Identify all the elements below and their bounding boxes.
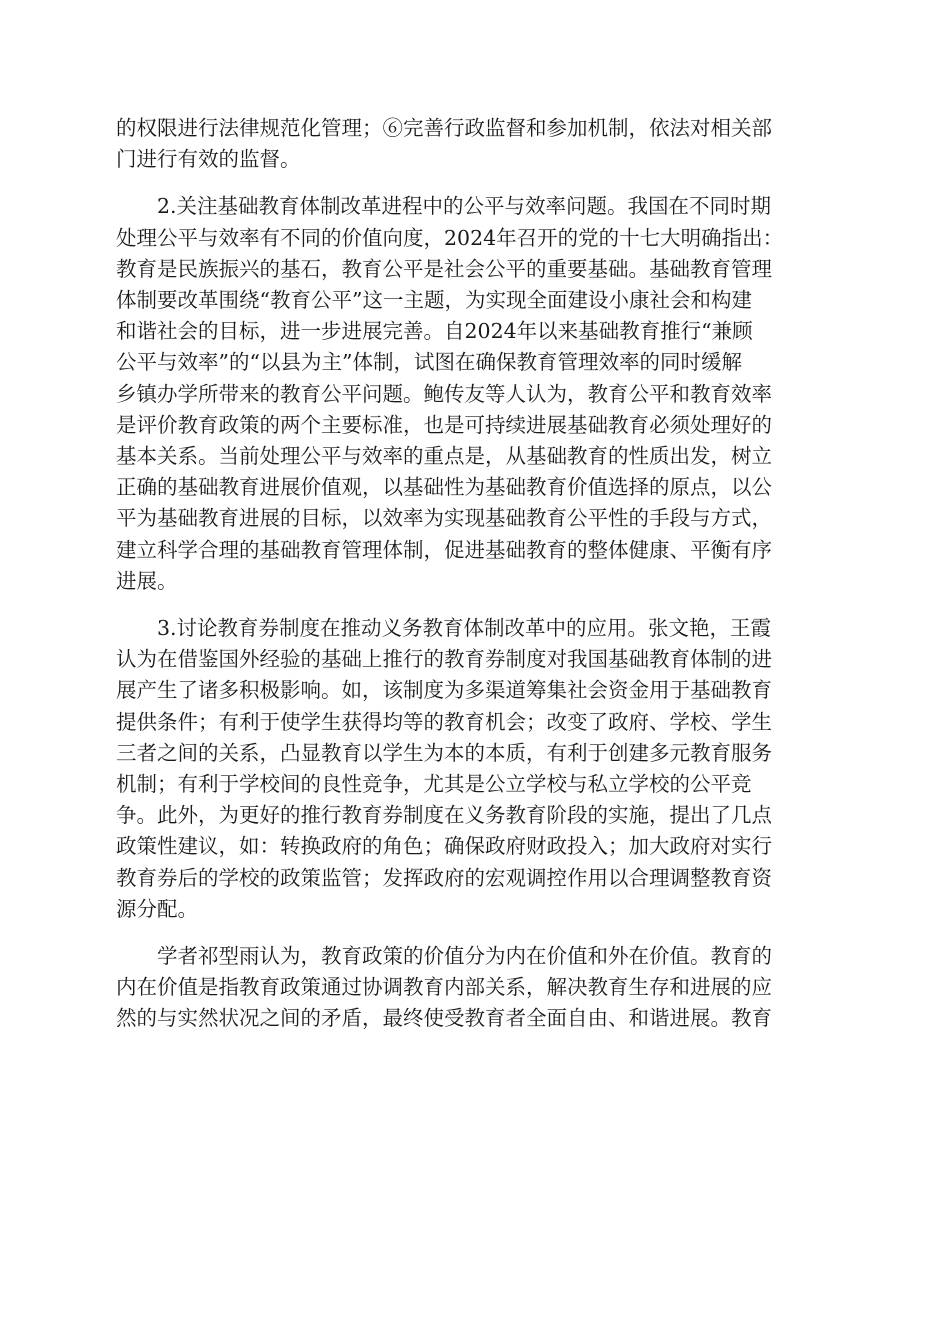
text-line: 公平与效率”的“以县为主”体制，试图在确保教育管理效率的同时缓解 [116, 350, 742, 375]
paragraph-value [116, 941, 832, 1035]
text-line: 政策性建议，如：转换政府的角色；确保政府财政投入；加大政府对实行 [116, 834, 772, 859]
text-line: 是评价教育政策的两个主要标准，也是可持续进展基础教育必须处理好的 [116, 412, 772, 437]
text-line: 三者之间的关系，凸显教育以学生为本的本质，有利于创建多元教育服务 [116, 740, 772, 765]
text-line: 教育券后的学校的政策监管；发挥政府的宏观调控作用以合理调整教育资 [116, 865, 772, 890]
text-line: 争。此外，为更好的推行教育券制度在义务教育阶段的实施，提出了几点 [116, 803, 772, 828]
text-line: 提供条件；有利于使学生获得均等的教育机会；改变了政府、学校、学生 [116, 709, 772, 734]
text-line: 体制要改革围绕“教育公平”这一主题，为实现全面建设小康社会和构建 [116, 288, 752, 313]
document-page [116, 113, 832, 1051]
text-line: 的权限进行法律规范化管理；⑥完善行政监督和参加机制，依法对相关部 [116, 116, 772, 140]
text-line: 乡镇办学所带来的教育公平问题。鲍传友等人认为，教育公平和教育效率 [116, 381, 772, 406]
text-line: 2.关注基础教育体制改革进程中的公平与效率问题。我国在不同时期 [157, 194, 772, 219]
text-line: 正确的基础教育进展价值观，以基础性为基础教育价值选择的原点，以公 [116, 475, 772, 500]
text-line: 展产生了诸多积极影响。如，该制度为多渠道筹集社会资金用于基础教育 [116, 678, 772, 703]
text-line: 门进行有效的监督。 [116, 147, 301, 172]
text-line: 平为基础教育进展的目标，以效率为实现基础教育公平性的手段与方式， [116, 506, 772, 531]
text-line: 处理公平与效率有不同的价值向度，2024年召开的党的十七大明确指出： [116, 225, 784, 250]
text-line: 进展。 [116, 568, 178, 593]
text-line: 源分配。 [116, 896, 198, 921]
text-line: 教育是民族振兴的基石，教育公平是社会公平的重要基础。基础教育管理 [116, 256, 772, 281]
text-line: 内在价值是指教育政策通过协调教育内部关系，解决教育生存和进展的应 [116, 975, 772, 1000]
text-line: 和谐社会的目标，进一步进展完善。自2024年以来基础教育推行“兼顾 [116, 319, 753, 344]
text-line: 认为在借鉴国外经验的基础上推行的教育券制度对我国基础教育体制的进 [116, 647, 772, 672]
text-line: 然的与实然状况之间的矛盾，最终使受教育者全面自由、和谐进展。教育 [116, 1006, 772, 1031]
text-line: 机制；有利于学校间的良性竞争，尤其是公立学校与私立学校的公平竞 [116, 772, 752, 797]
text-line: 建立科学合理的基础教育管理体制，促进基础教育的整体健康、平衡有序 [116, 537, 772, 562]
text-line: 3.讨论教育券制度在推动义务教育体制改革中的应用。张文艳，王霞 [157, 616, 772, 641]
paragraph-point-2 [116, 191, 832, 597]
paragraph-point-3 [116, 613, 832, 925]
text-line: 学者祁型雨认为，教育政策的价值分为内在价值和外在价值。教育的 [157, 944, 772, 969]
paragraph-continuation [116, 113, 832, 175]
text-line: 基本关系。当前处理公平与效率的重点是，从基础教育的性质出发，树立 [116, 444, 772, 469]
